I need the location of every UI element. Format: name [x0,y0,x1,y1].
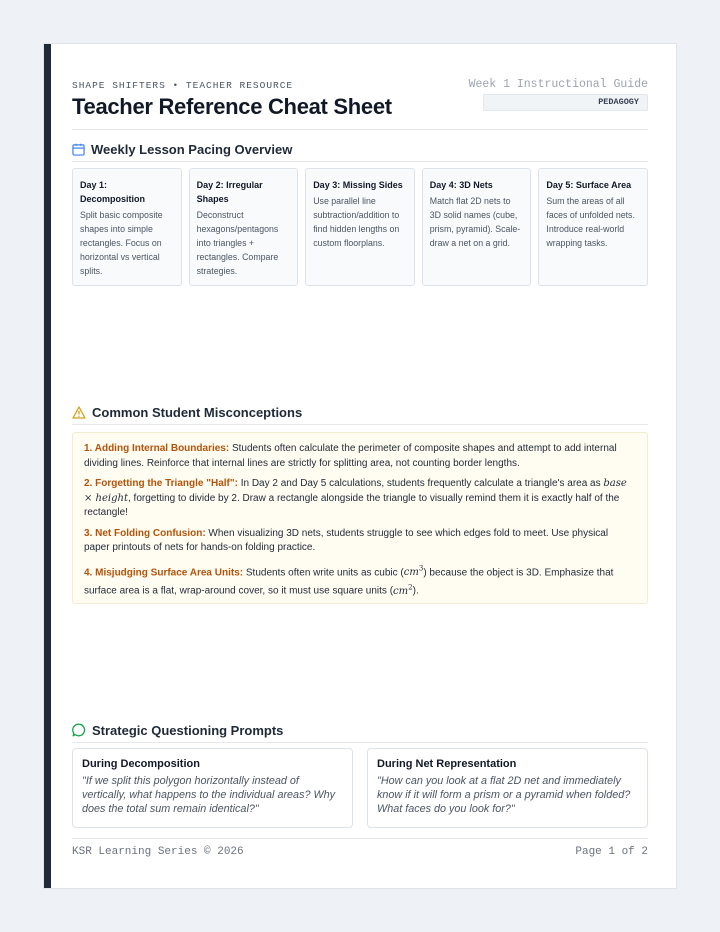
page-content [72,44,648,888]
prompt-card-net-representation [367,748,648,828]
cheat-sheet-page [43,43,677,889]
day-card-body: Deconstruct hexagons/pentagons into triangles + rectangles. Compare strategies. [196,210,279,276]
misconceptions-heading-text: Common Student Misconceptions [92,404,303,420]
day-card-body: Sum the areas of all faces of unfolded nets. Introduce real-world wrapping tasks. [546,196,635,248]
page-number: Page 1 of 2 [575,846,648,858]
unit-exponent: 3 [418,564,424,573]
misconception-label: 4. Misjudging Surface Area Units: [84,566,244,578]
prompt-card-decomposition [72,748,353,828]
cubic-unit [403,564,424,578]
pacing-cards [72,168,648,286]
misconception-text: Students often calculate the perimeter of composite shapes and attempt to add internal dividing lines. Reinforce that internal lines are strictly for splitting area, not counting border lengths. [84,443,617,469]
day-card-body: Split basic composite shapes into simple rectangles. Focus on horizontal vs vertical splits. [80,210,163,276]
day-card-5 [538,168,648,286]
misconception-text: When visualizing 3D nets, students struggle to see which edges fold to meet. Use physical paper printouts of nets for hands-on folding practice. [84,527,609,553]
misconception-item [84,527,636,556]
misconception-label: 3. Net Folding Confusion: [84,527,206,539]
misconceptions-divider [72,424,648,425]
pacing-heading [72,139,648,159]
day-card-4 [422,168,532,286]
questioning-heading-text: Strategic Questioning Prompts [92,722,284,738]
warning-icon [72,406,86,419]
misconception-label: 1. Adding Internal Boundaries: [84,443,230,454]
prompt-quote: "How can you look at a flat 2D net and immediately know if it will form a prism or a pyramid when folded? What faces do you look for?" [377,775,631,815]
pacing-divider [72,161,648,162]
day-card-2 [189,168,299,286]
misconception-text: ). [412,585,419,597]
prompt-quote: "If we split this polygon horizontally instead of vertically, what happens to the individual areas? Why does the total sum remain identical?" [82,775,336,815]
area-formula: base × height [84,478,627,504]
day-card-body: Use parallel line subtraction/addition to find hidden lengths on custom floorplans. [313,196,400,248]
pedagogy-tag: PEDAGOGY [483,94,648,111]
chat-bubble-icon [72,723,86,737]
page-title: Teacher Reference Cheat Sheet [72,94,392,119]
misconception-text: Students often write units as cubic ( [243,566,404,578]
questioning-divider [72,742,648,743]
page-spine [44,44,51,888]
unit-base: cm [393,585,409,597]
questioning-heading [72,720,648,740]
header-divider [72,129,648,130]
square-unit [393,583,413,597]
calendar-icon [72,143,85,156]
pacing-heading-text: Weekly Lesson Pacing Overview [91,141,293,157]
series-eyebrow: SHAPE SHIFTERS • TEACHER RESOURCE [72,80,294,91]
day-card-title: Day 2: Irregular Shapes [196,180,263,204]
day-card-title: Day 1: Decomposition [80,180,146,204]
unit-exponent: 2 [408,583,413,592]
day-card-1 [72,168,182,286]
footer-divider [72,838,648,839]
misconception-item [84,477,636,521]
footer-series: KSR Learning Series © 2026 [72,846,244,858]
misconception-text: In Day 2 and Day 5 calculations, students frequently calculate a triangle's area as [237,478,604,489]
misconception-item [84,442,636,471]
guide-label: Week 1 Instructional Guide [468,78,648,91]
day-card-title: Day 4: 3D Nets [429,180,493,190]
day-card-body: Match flat 2D nets to 3D solid names (cube, prism, pyramid). Scale-draw a net on a grid. [429,196,521,248]
prompt-title: During Net Representation [377,758,517,770]
day-card-title: Day 3: Missing Sides [313,180,403,190]
misconception-text: ) because the object is 3D. Emphasize that surface area is a flat, wrap-around cover, so it must use square units ( [84,566,614,597]
day-card-title: Day 5: Surface Area [546,180,632,190]
misconception-label: 2. Forgetting the Triangle "Half": [84,478,238,489]
unit-base: cm [403,566,419,578]
question-prompts [72,748,648,828]
prompt-title: During Decomposition [82,758,200,770]
misconception-item [84,562,636,600]
misconceptions-heading [72,402,648,422]
misconception-text: , forgetting to divide by 2. Draw a rectangle alongside the triangle to visually remind them it is exactly half of the rectangle! [84,492,620,518]
day-card-3 [305,168,415,286]
misconceptions-box [72,432,648,604]
